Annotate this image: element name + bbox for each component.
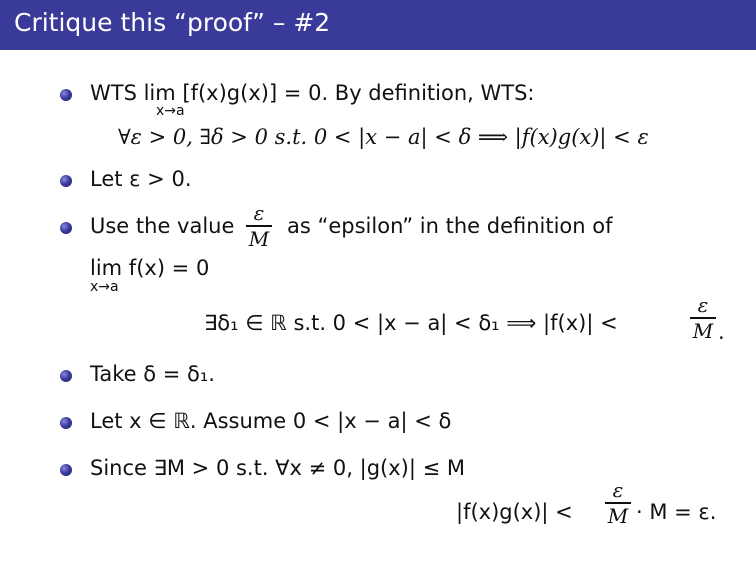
limit-subscript-2: x→a — [90, 279, 119, 295]
epsilon-delta-definition: ∀ε > 0, ∃δ > 0 s.t. 0 < |x − a| < δ ⟹ |f(x)g(x)| < ε — [118, 125, 649, 149]
display-period: . — [718, 320, 725, 344]
bullet-5 — [60, 417, 72, 429]
bullet-4 — [60, 370, 72, 382]
bullet-6 — [60, 464, 72, 476]
display-fraction-1 — [690, 295, 716, 341]
use-value-text: Use the value — [90, 214, 235, 238]
as-epsilon-text: as “epsilon” in the definition of — [287, 214, 613, 238]
bullet-3 — [60, 222, 72, 234]
fraction-denominator: M — [248, 226, 270, 251]
wts-statement: WTS lim [f(x)g(x)] = 0. By definition, WTS: — [90, 81, 535, 105]
slide-title: Critique this “proof” – #2 — [14, 8, 331, 37]
limit-f-statement: lim f(x) = 0 — [90, 256, 210, 280]
fraction-numerator: ε — [697, 293, 709, 317]
limit-subscript-1: x→a — [156, 103, 185, 119]
fraction-denominator: M — [607, 503, 629, 528]
bullet-1 — [60, 89, 72, 101]
let-x-assume: Let x ∈ ℝ. Assume 0 < |x − a| < δ — [90, 409, 452, 433]
bullet-2 — [60, 175, 72, 187]
final-inequality-lhs: |f(x)g(x)| < — [456, 500, 573, 524]
display-fraction-2 — [605, 480, 631, 526]
fraction-numerator: ε — [612, 478, 624, 502]
let-epsilon: Let ε > 0. — [90, 167, 192, 191]
delta1-existence: ∃δ₁ ∈ ℝ s.t. 0 < |x − a| < δ₁ ⟹ |f(x)| < — [204, 311, 618, 335]
fraction-denominator: M — [692, 318, 714, 343]
fraction-numerator: ε — [253, 201, 265, 225]
epsilon-over-m-fraction — [246, 203, 272, 249]
final-inequality-rhs: · M = ε. — [636, 500, 717, 524]
since-bounded: Since ∃M > 0 s.t. ∀x ≠ 0, |g(x)| ≤ M — [90, 456, 465, 480]
take-delta: Take δ = δ₁. — [90, 362, 215, 386]
